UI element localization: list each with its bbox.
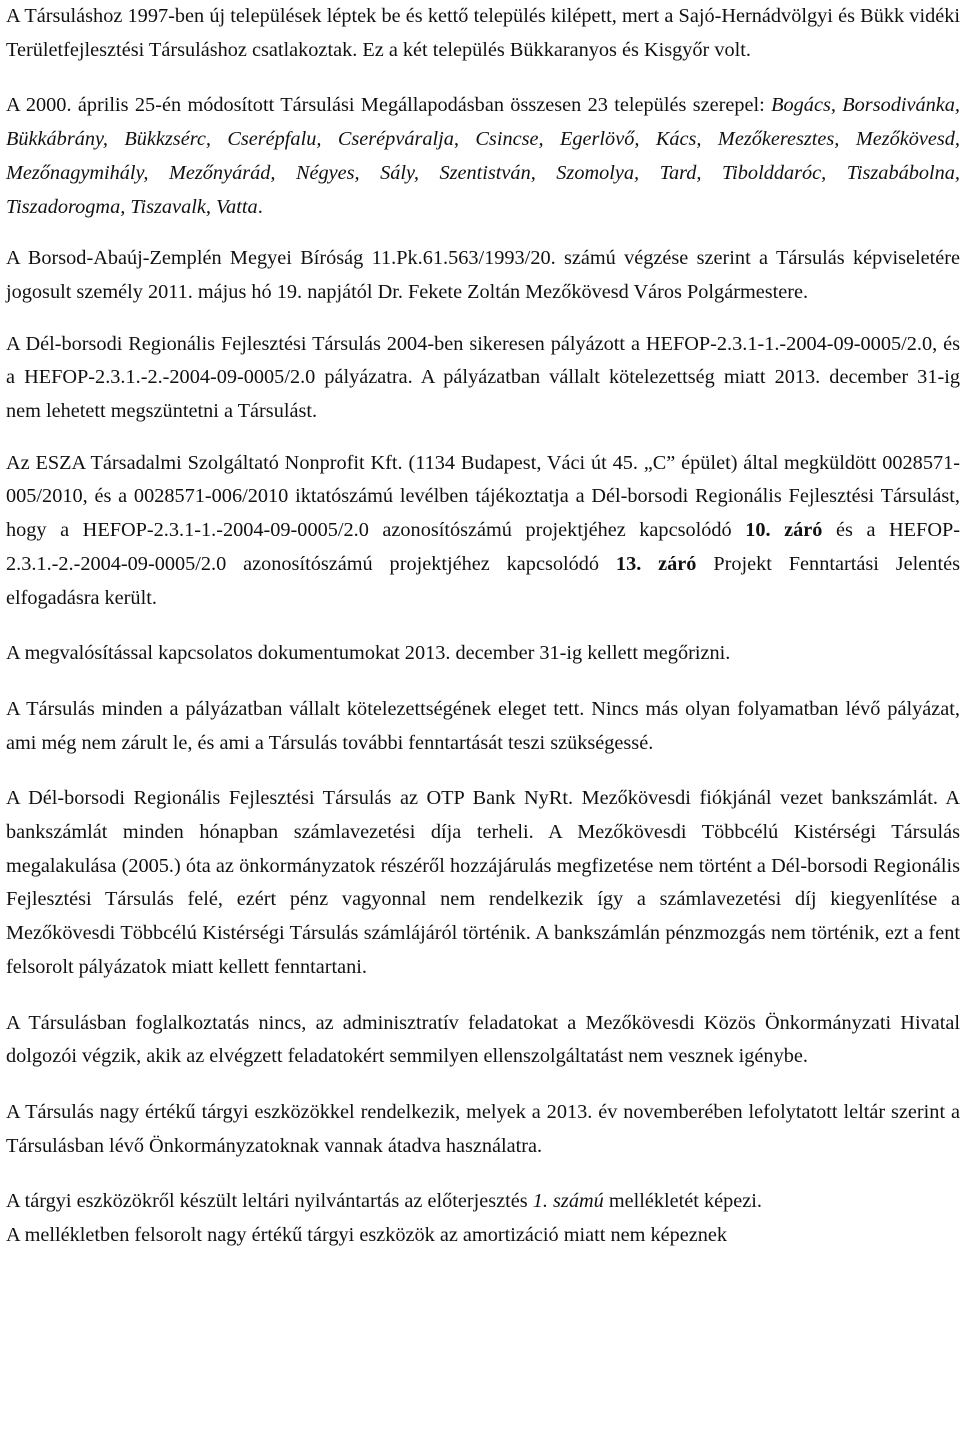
esza-letter-text-c: Projekt Fenntartási Jelentés elfogadásra került. bbox=[6, 552, 960, 609]
paragraph-fixed-assets: A Társulás nagy értékű tárgyi eszközökkel rendelkezik, melyek a 2013. év novemberében lefolytatott leltár szerint a Társulásban lévő Önkormányzatoknak vannak átadva használatra. bbox=[6, 1100, 960, 1157]
paragraph-employment: A Társulásban foglalkoztatás nincs, az adminisztratív feladatokat a Mezőkövesdi Közös Önkormányzati Hivatal dolgozói végzik, akik az elvégzett feladatokért semmilyen ellenszolgáltatást nem vesznek igénybe. bbox=[6, 1011, 960, 1068]
paragraph-inventory-annex bbox=[6, 1185, 960, 1219]
paragraph-member-settlements bbox=[6, 89, 960, 224]
paragraph-bank-account: A Dél-borsodi Regionális Fejlesztési Társulás az OTP Bank NyRt. Mezőkövesdi fiókjánál vezet bankszámlát. A bankszámlát minden hónapban számlavezetési díja terheli. A Mezőkövesdi Többcélú Kistérségi Társulás megalakulása (2005.) óta az önkormányzatok részéről hozzájárulás megfizetése nem történt a Dél-borsodi Regionális Fejlesztési Társulás felé, ezért pénz vagyonnal nem rendelkezik így a számlavezetési díj kiegyenlítése a Mezőkövesdi Többcélú Kistérségi Társulás számlájáról történik. A bankszámlán pénzmozgás nem történik, ezt a fent felsorolt pályázatok miatt kellett fenntartani. bbox=[6, 787, 960, 978]
document-page bbox=[6, 0, 960, 1249]
paragraph-hefop-tender: A Dél-borsodi Regionális Fejlesztési Társulás 2004-ben sikeresen pályázott a HEFOP-2.3.1-1.-2004-09-0005/2.0, és a HEFOP-2.3.1.-2.-2004-09-0005/2.0 pályázatra. A pályázatban vállalt kötelezettség miatt 2013. december 31-ig nem lehetett megszüntetni a Társulást. bbox=[6, 332, 960, 423]
member-settlements-intro: A 2000. április 25-én módosított Társulási Megállapodásban összesen 23 település szerepel: bbox=[6, 94, 772, 117]
paragraph-membership-changes: A Társuláshoz 1997-ben új települések léptek be és kettő település kilépett, mert a Sajó-Hernádvölgyi és Bükk vidéki Területfejlesztési Társuláshoz csatlakoztak. Ez a két település Bükkaranyos és Kisgyőr volt. bbox=[6, 5, 960, 61]
esza-letter-closing-report-10: 10. záró bbox=[745, 519, 823, 542]
paragraph-obligations-fulfilled: A Társulás minden a pályázatban vállalt kötelezettségének eleget tett. Nincs más olyan folyamatban lévő pályázat, ami még nem zárult le, és ami a Társulás további fenntartását teszi szükségessé. bbox=[6, 697, 960, 754]
paragraph-court-representative: A Borsod-Abaúj-Zemplén Megyei Bíróság 11.Pk.61.563/1993/20. számú végzése szerint a Társulás képviseletére jogosult személy 2011. május hó 19. napjától Dr. Fekete Zoltán Mezőkövesd Város Polgármestere. bbox=[6, 247, 960, 303]
esza-letter-text-b: és a HEFOP-2.3.1.-2.-2004-09-0005/2.0 azonosítószámú projektjéhez kapcsolódó bbox=[6, 519, 960, 575]
paragraph-annex-assets: A mellékletben felsorolt nagy értékű tárgyi eszközök az amortizáció miatt nem képeznek bbox=[6, 1224, 728, 1247]
paragraph-document-retention: A megvalósítással kapcsolatos dokumentumokat 2013. december 31-ig kellett megőrizni. bbox=[6, 642, 731, 665]
esza-letter-text-a: Az ESZA Társadalmi Szolgáltató Nonprofit Kft. (1134 Budapest, Váci út 45. „C” épület) által megküldött 0028571-005/2010, és a 0028571-006/2010 iktatószámú levélben tájékoztatja a Dél-borsodi Regionális Fejlesztési Társulást, hogy a HEFOP-2.3.1-1.-2004-09-0005/2.0 azonosítószámú projektjéhez kapcsolódó bbox=[6, 451, 960, 542]
member-settlements-list: Bogács, Borsodivánka, Bükkábrány, Bükkzsérc, Cserépfalu, Cserépváralja, Csincse, Egerlövő, Kács, Mezőkeresztes, Mezőkövesd, Mezőnagymihály, Mezőnyárád, Négyes, Sály, Szentistván, Szomolya, Tard, Tibolddaróc, Tiszabábolna, Tiszadorogma, Tiszavalk, Vatta bbox=[6, 94, 960, 218]
paragraph-esza-letter bbox=[6, 447, 960, 616]
inventory-annex-text-b: mellékletét képezi. bbox=[603, 1190, 762, 1213]
inventory-annex-text-a: A tárgyi eszközökről készült leltári nyilvántartás az előterjesztés bbox=[6, 1190, 533, 1213]
inventory-annex-number: 1. számú bbox=[532, 1190, 604, 1213]
member-settlements-end: . bbox=[257, 195, 263, 218]
esza-letter-closing-report-13: 13. záró bbox=[615, 552, 697, 575]
